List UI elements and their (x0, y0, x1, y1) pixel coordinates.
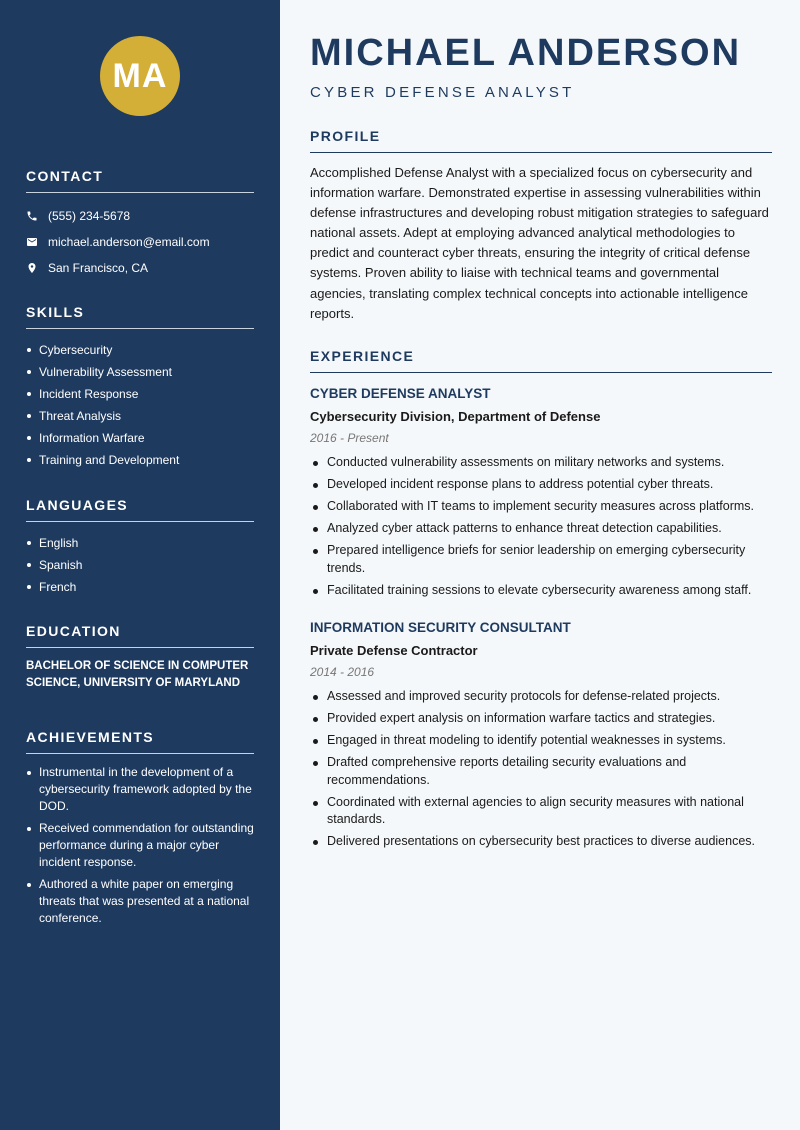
candidate-name: MICHAEL ANDERSON (310, 32, 742, 74)
contact-location (26, 255, 254, 281)
skill-item: Cybersecurity (26, 339, 254, 361)
job-bullet: Conducted vulnerability assessments on military networks and systems. (310, 454, 772, 472)
education-degree: BACHELOR OF SCIENCE IN COMPUTER SCIENCE, UNIVERSITY OF MARYLAND (26, 660, 249, 689)
phone-icon (26, 210, 38, 222)
achievements-list (26, 764, 254, 927)
skills-list (26, 339, 254, 471)
job-bullet: Coordinated with external agencies to align security measures with national standards. (310, 794, 772, 829)
job-bullet: Analyzed cyber attack patterns to enhance threat detection capabilities. (310, 520, 772, 538)
job-bullet: Engaged in threat modeling to identify potential weaknesses in systems. (310, 732, 772, 750)
education-section (26, 623, 254, 692)
job-bullets (310, 454, 772, 599)
language-item: English (26, 532, 254, 554)
location-pin-icon (26, 262, 38, 274)
skill-item: Training and Development (26, 449, 254, 471)
skills-heading: SKILLS (26, 304, 254, 329)
profile-text: Accomplished Defense Analyst with a specialized focus on cybersecurity and information warfare. Demonstrated expertise in assessing vulnerabilities within defense infrastructures and developing robust mitigation strategies to safeguard national assets. Adept at employing advanced analytical methodologies to predict and counteract cyber threats, ensuring the integrity of critical defense systems. Proven ability to liaise with technical teams and governmental agencies, translating complex technical concepts into actionable intelligence reports. (310, 165, 769, 321)
skill-item: Vulnerability Assessment (26, 361, 254, 383)
job-company: Private Defense Contractor (310, 643, 478, 658)
languages-heading: LANGUAGES (26, 497, 254, 522)
contact-section (26, 168, 254, 281)
language-item: French (26, 576, 254, 598)
contact-heading: CONTACT (26, 168, 254, 193)
job-dates: 2014 - 2016 (310, 665, 375, 679)
skill-item: Threat Analysis (26, 405, 254, 427)
job-bullet: Prepared intelligence briefs for senior leadership on emerging cybersecurity trends. (310, 542, 772, 577)
job-company: Cybersecurity Division, Department of Defense (310, 409, 601, 424)
sidebar (0, 0, 280, 1130)
avatar-initials: MA (112, 56, 168, 95)
job-bullet: Assessed and improved security protocols for defense-related projects. (310, 688, 772, 706)
job-entry (310, 620, 772, 855)
achievement-item: Authored a white paper on emerging threats that was presented at a national conference. (26, 876, 254, 927)
job-entry (310, 386, 772, 604)
job-bullet: Delivered presentations on cybersecurity best practices to diverse audiences. (310, 833, 772, 851)
languages-list (26, 532, 254, 598)
candidate-title: CYBER DEFENSE ANALYST (310, 84, 575, 101)
job-bullet: Facilitated training sessions to elevate cybersecurity awareness among staff. (310, 582, 772, 600)
phone-text: (555) 234-5678 (48, 209, 131, 223)
languages-section (26, 497, 254, 598)
job-bullet: Developed incident response plans to address potential cyber threats. (310, 476, 772, 494)
achievement-item: Received commendation for outstanding performance during a major cyber incident response. (26, 820, 254, 871)
job-bullet: Drafted comprehensive reports detailing security evaluations and recommendations. (310, 754, 772, 789)
email-text[interactable]: michael.anderson@email.com (48, 235, 210, 249)
contact-list (26, 203, 254, 281)
achievement-item: Instrumental in the development of a cybersecurity framework adopted by the DOD. (26, 764, 254, 815)
job-bullet: Provided expert analysis on information warfare tactics and strategies. (310, 710, 772, 728)
job-title: INFORMATION SECURITY CONSULTANT (310, 620, 571, 635)
profile-heading: PROFILE (310, 128, 772, 153)
language-item: Spanish (26, 554, 254, 576)
skills-section (26, 304, 254, 471)
job-bullets (310, 688, 772, 851)
achievements-heading: ACHIEVEMENTS (26, 729, 254, 754)
location-text: San Francisco, CA (48, 261, 149, 275)
avatar (100, 36, 180, 116)
job-bullet: Collaborated with IT teams to implement security measures across platforms. (310, 498, 772, 516)
job-dates: 2016 - Present (310, 431, 389, 445)
skill-item: Incident Response (26, 383, 254, 405)
achievements-section (26, 729, 254, 932)
email-icon (26, 236, 38, 248)
contact-phone (26, 203, 254, 229)
skill-item: Information Warfare (26, 427, 254, 449)
contact-email (26, 229, 254, 255)
education-heading: EDUCATION (26, 623, 254, 648)
job-title: CYBER DEFENSE ANALYST (310, 386, 491, 401)
experience-heading: EXPERIENCE (310, 348, 772, 373)
